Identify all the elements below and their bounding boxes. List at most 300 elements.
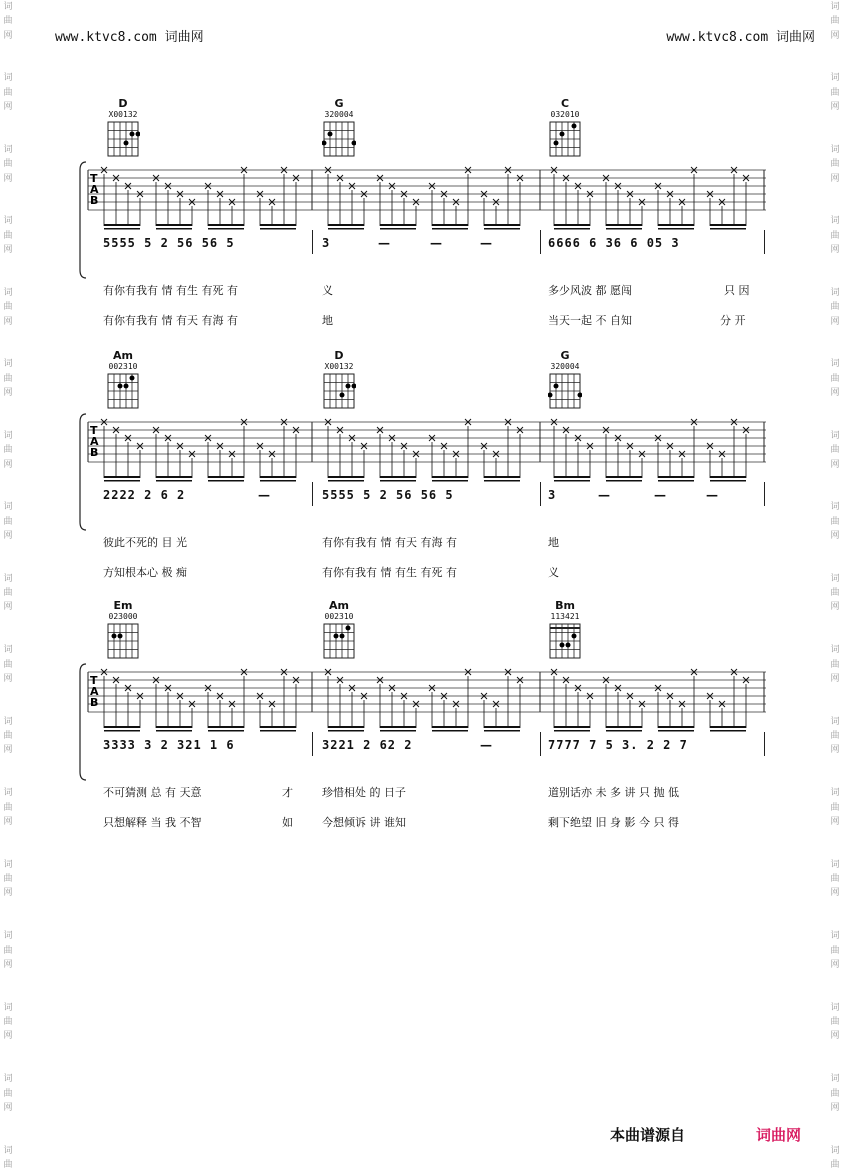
watermark-char: 词 <box>3 1145 13 1156</box>
watermark-char: 曲 <box>830 802 840 813</box>
note-beam <box>208 224 244 226</box>
watermark-char: 词 <box>3 2 13 12</box>
lyric-line: 只 因 <box>724 284 750 297</box>
chord-diagram <box>540 350 590 410</box>
chord-grid-icon <box>322 622 356 660</box>
note-beam <box>606 476 642 478</box>
note-beam <box>208 476 244 478</box>
note-beam <box>156 224 192 226</box>
measure-barline <box>764 230 765 254</box>
watermark-char <box>828 972 842 986</box>
watermark-char: 词 <box>3 144 13 155</box>
lyric-line: 有你有我有 情 有生 有死 有 <box>322 566 457 579</box>
watermark-char: 网 <box>3 602 13 613</box>
watermark-char: 曲 <box>3 302 13 313</box>
watermark-char: 曲 <box>3 1017 13 1028</box>
watermark-char: 曲 <box>830 588 840 599</box>
watermark-char: 网 <box>3 673 13 684</box>
watermark-char: 词 <box>830 645 840 656</box>
lyric-line: 有你有我有 情 有天 有海 有 <box>103 314 238 327</box>
watermark-char <box>1 257 15 271</box>
lyric-line: 只想解释 当 我 不智 <box>103 816 202 829</box>
watermark-char: 词 <box>3 716 13 727</box>
watermark-char <box>828 615 842 629</box>
watermark-char <box>828 986 842 1000</box>
watermark-char: 网 <box>3 102 13 113</box>
watermark-char: 曲 <box>830 230 840 241</box>
watermark-char <box>1 1115 15 1129</box>
watermark-char <box>828 829 842 843</box>
watermark-char: 网 <box>830 459 840 470</box>
note-beam <box>710 476 746 478</box>
watermark-char <box>1 701 15 715</box>
watermark-char: 词 <box>830 716 840 727</box>
watermark-char <box>828 400 842 414</box>
watermark-char: 词 <box>3 859 13 870</box>
tab-clef-letter: B <box>90 194 99 207</box>
chord-name: C <box>560 97 570 110</box>
note-beam <box>432 726 468 728</box>
watermark-char <box>828 1058 842 1072</box>
watermark-char: 词 <box>830 144 840 155</box>
chord-grid-icon <box>106 372 140 410</box>
watermark-char <box>1 1058 15 1072</box>
watermark-char: 曲 <box>830 1088 840 1099</box>
system-bracket <box>80 664 86 780</box>
watermark-char <box>828 758 842 772</box>
lyric-line: 有你有我有 情 有天 有海 有 <box>322 536 457 549</box>
watermark-char: 网 <box>3 459 13 470</box>
note-beam <box>380 726 416 728</box>
measure-barline <box>312 482 313 506</box>
watermark-char: 词 <box>830 430 840 441</box>
chord-name: Am <box>329 599 349 612</box>
note-beam <box>710 224 746 226</box>
tab-clef-letter: A <box>90 435 99 448</box>
watermark-char: 曲 <box>3 516 13 527</box>
watermark-char <box>828 558 842 572</box>
note-beam <box>328 224 364 226</box>
note-beam <box>484 476 520 478</box>
chord-grid-icon <box>548 372 582 410</box>
watermark-char: 网 <box>830 602 840 613</box>
watermark-char <box>1 615 15 629</box>
watermark-char: 词 <box>3 573 13 584</box>
chord-fingering: 023000 <box>108 612 138 621</box>
watermark-char: 曲 <box>3 588 13 599</box>
watermark-char: 词 <box>830 2 840 12</box>
watermark-char <box>828 200 842 214</box>
chord-diagram <box>314 98 364 158</box>
chord-name: Am <box>113 349 133 362</box>
jianpu-measure: 3221 2 62 2 <box>322 738 413 752</box>
jianpu-dash: — <box>258 488 270 502</box>
header-site-url-right[interactable]: www.ktvc8.com <box>666 30 769 45</box>
chord-fingering: 320004 <box>550 362 580 371</box>
note-beam <box>658 476 694 478</box>
note-beam <box>484 224 520 226</box>
watermark-char <box>1 486 15 500</box>
lyric-line: 多少风波 都 愿闯 <box>548 284 632 297</box>
tab-system-1 <box>78 98 768 338</box>
watermark-char: 曲 <box>830 659 840 670</box>
watermark-char: 词 <box>830 73 840 84</box>
watermark-char <box>828 1044 842 1058</box>
watermark-char: 词 <box>830 502 840 513</box>
watermark-char: 网 <box>830 745 840 756</box>
watermark-char: 词 <box>3 1074 13 1085</box>
measure-barline <box>540 230 541 254</box>
watermark-char: 词 <box>3 931 13 942</box>
watermark-char <box>1 629 15 643</box>
watermark-char: 曲 <box>830 874 840 885</box>
tab-clef-letter: A <box>90 685 99 698</box>
watermark-char: 曲 <box>3 945 13 956</box>
chord-fingering: 032010 <box>550 110 580 119</box>
jianpu-measure: 5555 5 2 56 56 5 <box>322 488 454 502</box>
lyric-line: 珍惜相处 的 日子 <box>322 786 406 799</box>
watermark-char: 词 <box>3 287 13 298</box>
chord-grid-icon <box>322 372 356 410</box>
chord-diagram <box>314 600 364 660</box>
watermark-char <box>828 257 842 271</box>
system-bracket <box>80 162 86 278</box>
watermark-char: 词 <box>830 1002 840 1013</box>
lyric-line: 彼此不死的 目 光 <box>103 536 187 549</box>
lyric-line: 才 <box>282 786 293 799</box>
watermark-char <box>828 472 842 486</box>
chord-diagram <box>98 350 148 410</box>
watermark-char: 词 <box>830 216 840 227</box>
watermark-char <box>828 57 842 71</box>
measure-barline <box>764 732 765 756</box>
header-left <box>55 26 204 45</box>
jianpu-measure: 5555 5 2 56 56 5 <box>103 236 235 250</box>
note-beam <box>260 224 296 226</box>
chord-name: Em <box>113 599 133 612</box>
watermark-char: 曲 <box>830 731 840 742</box>
watermark-char: 词 <box>830 1145 840 1156</box>
chord-name: D <box>118 97 128 110</box>
footer-source-label: 本曲谱源自 <box>610 1126 686 1144</box>
watermark-char: 词 <box>3 788 13 799</box>
watermark-char <box>1 915 15 929</box>
chord-fingering: 002310 <box>108 362 138 371</box>
tab-clef-letter: T <box>90 424 98 437</box>
watermark-char: 词 <box>830 359 840 370</box>
watermark-char <box>1 543 15 557</box>
tab-clef-letter: T <box>90 172 98 185</box>
watermark-char: 网 <box>830 1031 840 1042</box>
jianpu-dash: — <box>598 488 610 502</box>
watermark-char <box>828 901 842 915</box>
watermark-char <box>1 415 15 429</box>
watermark-char <box>828 486 842 500</box>
chord-fingering: X00132 <box>108 110 138 119</box>
lyric-line: 不可猜测 总 有 天意 <box>103 786 202 799</box>
tab-clef-letter: B <box>90 696 99 709</box>
note-beam <box>328 726 364 728</box>
watermark-char <box>1 400 15 414</box>
watermark-char: 网 <box>3 816 13 827</box>
note-beam <box>554 476 590 478</box>
note-beam <box>260 726 296 728</box>
watermark-char: 网 <box>830 673 840 684</box>
watermark-char: 词 <box>830 859 840 870</box>
header-site-name-right[interactable]: 词曲网 <box>775 30 815 45</box>
chord-name: Bm <box>555 599 575 612</box>
chord-grid-icon <box>106 120 140 158</box>
watermark-char: 曲 <box>830 945 840 956</box>
watermark-char: 网 <box>3 1102 13 1113</box>
tab-system-2 <box>78 350 768 590</box>
chord-diagram <box>540 600 590 660</box>
jianpu-measure: 3 <box>548 488 557 502</box>
note-beam <box>658 726 694 728</box>
chord-diagram <box>314 350 364 410</box>
watermark-char: 网 <box>3 530 13 541</box>
lyric-line: 地 <box>548 536 559 549</box>
jianpu-measure: 3333 3 2 321 1 6 <box>103 738 235 752</box>
watermark-char <box>828 915 842 929</box>
watermark-char: 网 <box>830 888 840 899</box>
watermark-char: 网 <box>830 530 840 541</box>
watermark-char <box>1 844 15 858</box>
watermark-char: 词 <box>3 359 13 370</box>
jianpu-measure: 3 <box>322 236 331 250</box>
watermark-char: 曲 <box>830 1017 840 1028</box>
watermark-char: 网 <box>3 745 13 756</box>
watermark-char <box>828 129 842 143</box>
watermark-char <box>1 57 15 71</box>
watermark-char: 曲 <box>3 87 13 98</box>
watermark-char <box>1 558 15 572</box>
watermark-char: 曲 <box>3 1160 13 1171</box>
watermark-char <box>828 543 842 557</box>
chord-grid-icon <box>106 622 140 660</box>
note-beam <box>328 476 364 478</box>
watermark-char: 曲 <box>830 87 840 98</box>
watermark-char: 网 <box>830 1102 840 1113</box>
note-beam <box>432 224 468 226</box>
watermark-char: 网 <box>830 245 840 256</box>
chord-grid-icon <box>322 120 356 158</box>
watermark-char: 词 <box>830 788 840 799</box>
lyric-line: 义 <box>548 566 559 579</box>
chord-name: G <box>334 97 344 110</box>
lyric-line: 今想倾诉 讲 谁知 <box>322 816 406 829</box>
tab-clef-letter: B <box>90 446 99 459</box>
watermark-char <box>1 186 15 200</box>
note-beam <box>484 726 520 728</box>
watermark-char <box>828 186 842 200</box>
note-beam <box>104 726 140 728</box>
watermark-char: 网 <box>830 102 840 113</box>
lyric-line: 道别话亦 未 多 讲 只 抛 低 <box>548 786 679 799</box>
watermark-char: 曲 <box>3 16 13 27</box>
watermark-char <box>1 772 15 786</box>
jianpu-measure: 2222 2 6 2 <box>103 488 186 502</box>
watermark-char <box>1 901 15 915</box>
watermark-char: 网 <box>830 30 840 41</box>
note-beam <box>554 726 590 728</box>
watermark-char <box>828 701 842 715</box>
tab-system-3 <box>78 600 768 840</box>
header-right <box>666 26 815 45</box>
watermark-char: 词 <box>830 1074 840 1085</box>
watermark-char: 曲 <box>3 659 13 670</box>
watermark-char: 曲 <box>830 159 840 170</box>
jianpu-measure: 6666 6 36 6 05 3 <box>548 236 680 250</box>
lyric-line: 如 <box>282 816 293 829</box>
note-beam <box>606 726 642 728</box>
watermark-char: 词 <box>3 73 13 84</box>
watermark-char <box>1 1129 15 1143</box>
jianpu-dash: — <box>430 236 442 250</box>
watermark-char: 网 <box>3 245 13 256</box>
note-beam <box>606 224 642 226</box>
jianpu-dash: — <box>480 236 492 250</box>
chord-diagram <box>98 98 148 158</box>
lyric-line: 义 <box>322 284 333 297</box>
watermark-char <box>1 1044 15 1058</box>
measure-barline <box>540 482 541 506</box>
chord-diagram <box>98 600 148 660</box>
watermark-char <box>828 329 842 343</box>
watermark-char: 词 <box>3 1002 13 1013</box>
watermark-char: 网 <box>830 388 840 399</box>
measure-barline <box>312 732 313 756</box>
note-beam <box>658 224 694 226</box>
watermark-char: 词 <box>830 573 840 584</box>
note-beam <box>432 476 468 478</box>
watermark-char <box>828 43 842 57</box>
chord-name: D <box>334 349 344 362</box>
watermark-char: 网 <box>3 888 13 899</box>
watermark-char: 网 <box>3 30 13 41</box>
tab-staff <box>78 412 768 532</box>
header-site-name-left[interactable]: 词曲网 <box>164 30 204 45</box>
note-beam <box>104 224 140 226</box>
watermark-char: 网 <box>3 959 13 970</box>
note-beam <box>156 726 192 728</box>
system-bracket <box>80 414 86 530</box>
chord-diagram <box>540 98 590 158</box>
watermark-char <box>1 758 15 772</box>
watermark-char: 网 <box>830 173 840 184</box>
watermark-char: 网 <box>3 388 13 399</box>
watermark-char: 词 <box>3 502 13 513</box>
watermark-char: 曲 <box>830 16 840 27</box>
watermark-char: 词 <box>3 430 13 441</box>
watermark-char <box>1 686 15 700</box>
jianpu-dash: — <box>378 236 390 250</box>
note-beam <box>380 224 416 226</box>
watermark-char: 曲 <box>3 874 13 885</box>
watermark-char: 网 <box>3 316 13 327</box>
watermark-char <box>1 272 15 286</box>
watermark-char <box>828 343 842 357</box>
watermark-char: 曲 <box>830 302 840 313</box>
watermark-char: 曲 <box>3 1088 13 1099</box>
lyric-line: 地 <box>322 314 333 327</box>
watermark-char: 词 <box>830 287 840 298</box>
watermark-char: 曲 <box>830 516 840 527</box>
tab-clef-letter: A <box>90 183 99 196</box>
measure-barline <box>540 732 541 756</box>
measure-barline <box>312 230 313 254</box>
note-beam <box>208 726 244 728</box>
watermark-char: 网 <box>3 173 13 184</box>
watermark-char: 网 <box>830 316 840 327</box>
watermark-char <box>1 43 15 57</box>
chord-fingering: 113421 <box>550 612 580 621</box>
watermark-char <box>828 1115 842 1129</box>
watermark-char <box>828 272 842 286</box>
watermark-char <box>1 329 15 343</box>
watermark-char: 词 <box>830 931 840 942</box>
watermark-char <box>828 1129 842 1143</box>
watermark-char: 网 <box>830 959 840 970</box>
watermark-char: 网 <box>830 816 840 827</box>
watermark-char <box>1 114 15 128</box>
watermark-char: 曲 <box>3 373 13 384</box>
note-beam <box>104 476 140 478</box>
lyric-line: 剩下绝望 旧 身 影 今 只 得 <box>548 816 679 829</box>
watermark-char <box>1 829 15 843</box>
jianpu-measure: 7777 7 5 3. 2 2 7 <box>548 738 688 752</box>
note-beam <box>554 224 590 226</box>
measure-barline <box>764 482 765 506</box>
watermark-char: 曲 <box>3 230 13 241</box>
lyric-line: 当天一起 不 自知 <box>548 314 632 327</box>
tab-clef-letter: T <box>90 674 98 687</box>
right-watermark-strip <box>828 0 842 1172</box>
watermark-char <box>828 629 842 643</box>
note-beam <box>156 476 192 478</box>
jianpu-dash: — <box>654 488 666 502</box>
watermark-char: 词 <box>3 645 13 656</box>
watermark-char: 曲 <box>830 373 840 384</box>
note-beam <box>710 726 746 728</box>
chord-fingering: 320004 <box>324 110 354 119</box>
watermark-char <box>828 415 842 429</box>
watermark-char: 网 <box>3 1031 13 1042</box>
chord-name: G <box>560 349 570 362</box>
watermark-char <box>828 686 842 700</box>
watermark-char <box>1 343 15 357</box>
tab-staff <box>78 662 768 782</box>
watermark-char <box>1 986 15 1000</box>
note-beam <box>380 476 416 478</box>
watermark-char <box>828 844 842 858</box>
watermark-char <box>828 114 842 128</box>
watermark-char <box>1 472 15 486</box>
watermark-char: 词 <box>3 216 13 227</box>
watermark-char: 曲 <box>3 731 13 742</box>
watermark-char <box>1 972 15 986</box>
watermark-char <box>1 129 15 143</box>
left-watermark-strip <box>1 0 15 1172</box>
chord-fingering: X00132 <box>324 362 354 371</box>
header-site-url-left[interactable]: www.ktvc8.com <box>55 30 157 45</box>
watermark-char: 曲 <box>830 1160 840 1171</box>
footer-site-name[interactable]: 词曲网 <box>756 1126 802 1144</box>
tab-staff <box>78 160 768 280</box>
chord-fingering: 002310 <box>324 612 354 621</box>
jianpu-dash: — <box>706 488 718 502</box>
watermark-char <box>828 772 842 786</box>
